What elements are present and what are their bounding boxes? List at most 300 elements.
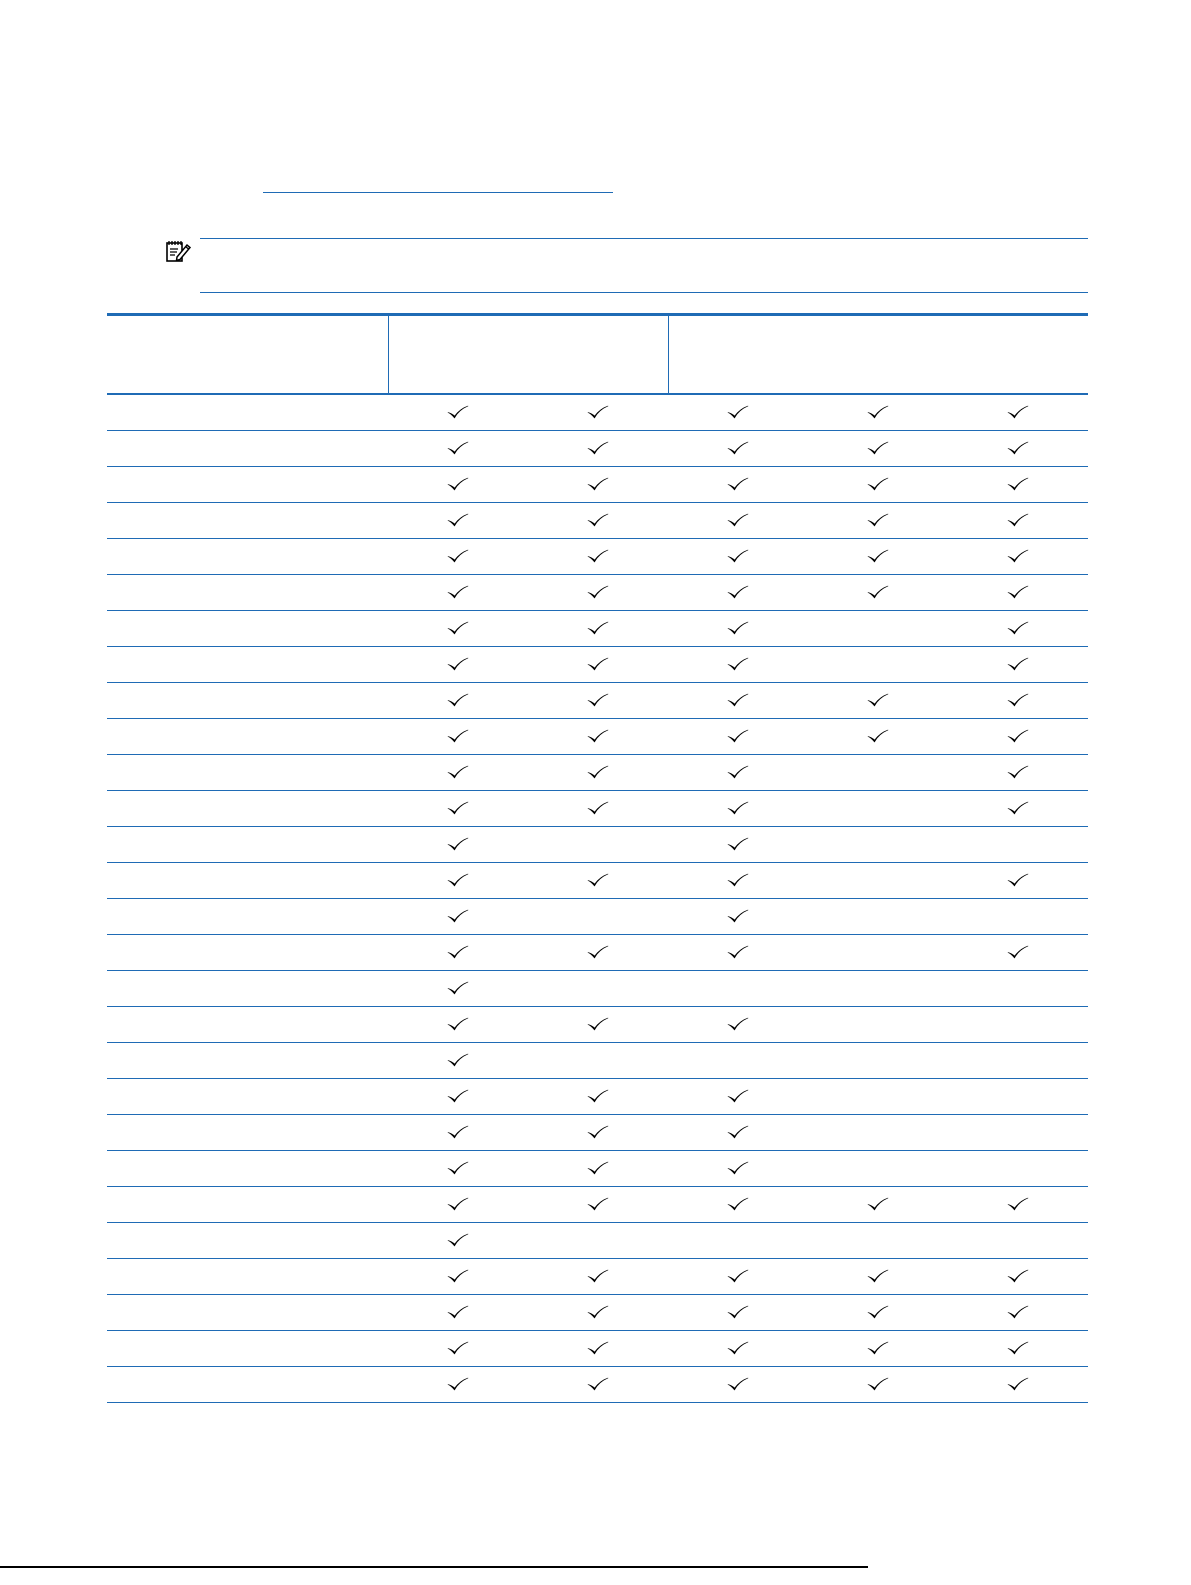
- support-cell: [388, 394, 528, 431]
- support-cell: [528, 575, 668, 611]
- checkmark-icon: [447, 1305, 469, 1319]
- checkmark-icon: [727, 477, 749, 491]
- checkmark-icon: [447, 1125, 469, 1139]
- checkmark-icon: [727, 1269, 749, 1283]
- checkmark-icon: [447, 441, 469, 455]
- row-label-cell: [107, 539, 388, 575]
- checkmark-icon: [727, 585, 749, 599]
- checkmark-icon: [1007, 657, 1029, 671]
- checkmark-icon: [447, 837, 469, 851]
- support-cell: [388, 1187, 528, 1223]
- support-cell: [388, 1043, 528, 1079]
- support-cell: [668, 1079, 808, 1115]
- support-cell: [668, 1331, 808, 1367]
- support-cell: [668, 503, 808, 539]
- table-row: [107, 863, 1088, 899]
- checkmark-icon: [1007, 1305, 1029, 1319]
- header-cell: [528, 315, 668, 395]
- table-row: [107, 1259, 1088, 1295]
- checkmark-icon: [447, 801, 469, 815]
- support-cell: [948, 791, 1088, 827]
- table-row: [107, 719, 1088, 755]
- checkmark-icon: [447, 405, 469, 419]
- checkmark-icon: [587, 441, 609, 455]
- support-cell: [668, 971, 808, 1007]
- row-label-cell: [107, 1331, 388, 1367]
- support-cell: [668, 431, 808, 467]
- support-cell: [808, 1079, 948, 1115]
- support-cell: [808, 611, 948, 647]
- support-cell: [388, 791, 528, 827]
- note-icon: [165, 238, 191, 264]
- checkmark-icon: [727, 405, 749, 419]
- support-cell: [388, 1223, 528, 1259]
- row-label-cell: [107, 1079, 388, 1115]
- checkmark-icon: [447, 1341, 469, 1355]
- checkmark-icon: [587, 1305, 609, 1319]
- checkmark-icon: [867, 1341, 889, 1355]
- support-cell: [948, 1115, 1088, 1151]
- support-cell: [388, 431, 528, 467]
- support-cell: [668, 1295, 808, 1331]
- support-cell: [388, 611, 528, 647]
- checkmark-icon: [867, 1269, 889, 1283]
- checkmark-icon: [727, 729, 749, 743]
- support-cell: [528, 863, 668, 899]
- support-cell: [388, 1367, 528, 1403]
- support-cell: [948, 755, 1088, 791]
- checkmark-icon: [727, 513, 749, 527]
- checkmark-icon: [587, 621, 609, 635]
- checkmark-icon: [867, 441, 889, 455]
- checkmark-icon: [587, 729, 609, 743]
- support-cell: [388, 827, 528, 863]
- checkmark-icon: [587, 1125, 609, 1139]
- support-cell: [948, 1331, 1088, 1367]
- support-cell: [668, 1115, 808, 1151]
- row-label-cell: [107, 1259, 388, 1295]
- checkmark-icon: [447, 693, 469, 707]
- table-row: [107, 899, 1088, 935]
- checkmark-icon: [587, 801, 609, 815]
- checkmark-icon: [867, 1377, 889, 1391]
- support-cell: [528, 503, 668, 539]
- checkmark-icon: [1007, 801, 1029, 815]
- table-row: [107, 827, 1088, 863]
- support-cell: [388, 539, 528, 575]
- row-label-cell: [107, 935, 388, 971]
- support-cell: [668, 467, 808, 503]
- support-cell: [388, 899, 528, 935]
- footer-rule: [0, 1566, 868, 1568]
- support-cell: [808, 827, 948, 863]
- checkmark-icon: [447, 1017, 469, 1031]
- table-row: [107, 467, 1088, 503]
- support-cell: [528, 539, 668, 575]
- support-cell: [528, 899, 668, 935]
- support-cell: [668, 647, 808, 683]
- checkmark-icon: [1007, 585, 1029, 599]
- support-cell: [528, 755, 668, 791]
- support-cell: [388, 1115, 528, 1151]
- support-cell: [808, 647, 948, 683]
- support-cell: [388, 467, 528, 503]
- support-cell: [388, 575, 528, 611]
- support-cell: [808, 863, 948, 899]
- support-cell: [808, 1223, 948, 1259]
- support-cell: [808, 971, 948, 1007]
- support-cell: [948, 1367, 1088, 1403]
- checkmark-icon: [727, 1377, 749, 1391]
- checkmark-icon: [587, 1377, 609, 1391]
- checkmark-icon: [727, 1161, 749, 1175]
- support-cell: [528, 827, 668, 863]
- checkmark-icon: [727, 909, 749, 923]
- support-cell: [948, 1079, 1088, 1115]
- checkmark-icon: [727, 1089, 749, 1103]
- support-cell: [808, 755, 948, 791]
- support-cell: [948, 863, 1088, 899]
- checkmark-icon: [447, 1377, 469, 1391]
- header-cell: [808, 315, 948, 395]
- row-label-cell: [107, 1367, 388, 1403]
- support-cell: [528, 647, 668, 683]
- support-cell: [808, 1295, 948, 1331]
- table-row: [107, 647, 1088, 683]
- support-cell: [528, 791, 668, 827]
- checkmark-icon: [867, 585, 889, 599]
- support-cell: [668, 899, 808, 935]
- support-cell: [528, 394, 668, 431]
- support-cell: [948, 431, 1088, 467]
- support-matrix-table: [107, 313, 1088, 1403]
- support-cell: [388, 1295, 528, 1331]
- support-cell: [948, 575, 1088, 611]
- table-header-row: [107, 315, 1088, 395]
- table-row: [107, 1007, 1088, 1043]
- row-label-cell: [107, 1115, 388, 1151]
- support-cell: [808, 1259, 948, 1295]
- checkmark-icon: [727, 1305, 749, 1319]
- row-label-cell: [107, 719, 388, 755]
- support-cell: [808, 683, 948, 719]
- support-cell: [808, 1007, 948, 1043]
- checkmark-icon: [727, 873, 749, 887]
- checkmark-icon: [447, 621, 469, 635]
- support-cell: [808, 503, 948, 539]
- support-cell: [948, 1187, 1088, 1223]
- checkmark-icon: [727, 1125, 749, 1139]
- checkmark-icon: [1007, 873, 1029, 887]
- note-top-rule: [200, 238, 1088, 239]
- row-label-cell: [107, 1043, 388, 1079]
- checkmark-icon: [727, 801, 749, 815]
- checkmark-icon: [587, 765, 609, 779]
- checkmark-icon: [1007, 513, 1029, 527]
- support-cell: [808, 1043, 948, 1079]
- checkmark-icon: [447, 945, 469, 959]
- checkmark-icon: [447, 657, 469, 671]
- support-cell: [528, 1259, 668, 1295]
- checkmark-icon: [447, 1269, 469, 1283]
- checkmark-icon: [587, 1089, 609, 1103]
- table-row: [107, 611, 1088, 647]
- support-cell: [808, 467, 948, 503]
- support-cell: [528, 1043, 668, 1079]
- row-label-cell: [107, 467, 388, 503]
- row-label-cell: [107, 971, 388, 1007]
- table-row: [107, 503, 1088, 539]
- support-cell: [668, 827, 808, 863]
- checkmark-icon: [867, 513, 889, 527]
- table-row: [107, 431, 1088, 467]
- support-cell: [668, 539, 808, 575]
- checkmark-icon: [1007, 1377, 1029, 1391]
- support-cell: [528, 431, 668, 467]
- checkmark-icon: [587, 549, 609, 563]
- table-row: [107, 971, 1088, 1007]
- checkmark-icon: [587, 945, 609, 959]
- support-cell: [528, 935, 668, 971]
- support-cell: [668, 1367, 808, 1403]
- checkmark-icon: [447, 1089, 469, 1103]
- checkmark-icon: [727, 765, 749, 779]
- support-cell: [808, 719, 948, 755]
- checkmark-icon: [727, 657, 749, 671]
- support-cell: [948, 683, 1088, 719]
- support-cell: [528, 1079, 668, 1115]
- checkmark-icon: [447, 765, 469, 779]
- checkmark-icon: [447, 729, 469, 743]
- row-label-cell: [107, 575, 388, 611]
- support-cell: [808, 431, 948, 467]
- support-cell: [388, 1007, 528, 1043]
- support-cell: [528, 1367, 668, 1403]
- checkmark-icon: [727, 945, 749, 959]
- support-cell: [528, 611, 668, 647]
- checkmark-icon: [727, 837, 749, 851]
- support-cell: [668, 1223, 808, 1259]
- support-cell: [668, 1259, 808, 1295]
- support-cell: [948, 394, 1088, 431]
- support-cell: [668, 755, 808, 791]
- support-cell: [948, 1223, 1088, 1259]
- checkmark-icon: [727, 549, 749, 563]
- checkmark-icon: [727, 693, 749, 707]
- support-cell: [948, 611, 1088, 647]
- checkmark-icon: [1007, 945, 1029, 959]
- checkmark-icon: [587, 1341, 609, 1355]
- support-cell: [948, 647, 1088, 683]
- table-row: [107, 1079, 1088, 1115]
- support-cell: [948, 1295, 1088, 1331]
- checkmark-icon: [447, 513, 469, 527]
- support-cell: [388, 935, 528, 971]
- support-cell: [948, 899, 1088, 935]
- checkmark-icon: [587, 405, 609, 419]
- row-label-cell: [107, 611, 388, 647]
- checkmark-icon: [447, 585, 469, 599]
- row-label-cell: [107, 755, 388, 791]
- support-cell: [668, 719, 808, 755]
- checkmark-icon: [1007, 1341, 1029, 1355]
- row-label-cell: [107, 899, 388, 935]
- row-label-cell: [107, 647, 388, 683]
- row-label-cell: [107, 394, 388, 431]
- checkmark-icon: [867, 549, 889, 563]
- table-row: [107, 1151, 1088, 1187]
- checkmark-icon: [1007, 765, 1029, 779]
- support-cell: [808, 539, 948, 575]
- checkmark-icon: [867, 477, 889, 491]
- checkmark-icon: [587, 657, 609, 671]
- hyperlink-underline[interactable]: [263, 192, 613, 193]
- support-cell: [528, 1007, 668, 1043]
- support-cell: [948, 719, 1088, 755]
- checkmark-icon: [727, 441, 749, 455]
- table-row: [107, 394, 1088, 431]
- checkmark-icon: [727, 1017, 749, 1031]
- support-cell: [948, 1259, 1088, 1295]
- table-row: [107, 755, 1088, 791]
- support-cell: [668, 683, 808, 719]
- checkmark-icon: [587, 477, 609, 491]
- support-cell: [948, 971, 1088, 1007]
- support-cell: [388, 1079, 528, 1115]
- row-label-cell: [107, 431, 388, 467]
- checkmark-icon: [1007, 693, 1029, 707]
- table-row: [107, 1367, 1088, 1403]
- support-cell: [668, 1043, 808, 1079]
- table-row: [107, 1295, 1088, 1331]
- header-cell-label: [107, 315, 388, 395]
- checkmark-icon: [867, 1305, 889, 1319]
- checkmark-icon: [447, 1197, 469, 1211]
- checkmark-icon: [587, 1161, 609, 1175]
- support-cell: [528, 683, 668, 719]
- checkmark-icon: [447, 1161, 469, 1175]
- support-cell: [388, 503, 528, 539]
- checkmark-icon: [587, 1017, 609, 1031]
- support-cell: [808, 575, 948, 611]
- checkmark-icon: [1007, 621, 1029, 635]
- support-cell: [528, 1331, 668, 1367]
- support-cell: [948, 1043, 1088, 1079]
- support-cell: [668, 863, 808, 899]
- header-cell: [948, 315, 1088, 395]
- row-label-cell: [107, 503, 388, 539]
- support-cell: [528, 971, 668, 1007]
- checkmark-icon: [587, 693, 609, 707]
- support-cell: [808, 1331, 948, 1367]
- header-cell-group-2: [668, 315, 808, 395]
- support-cell: [528, 467, 668, 503]
- support-cell: [388, 1151, 528, 1187]
- checkmark-icon: [1007, 1197, 1029, 1211]
- checkmark-icon: [447, 909, 469, 923]
- row-label-cell: [107, 827, 388, 863]
- support-cell: [388, 971, 528, 1007]
- checkmark-icon: [867, 693, 889, 707]
- support-cell: [528, 719, 668, 755]
- table-row: [107, 539, 1088, 575]
- support-cell: [808, 394, 948, 431]
- table-row: [107, 1115, 1088, 1151]
- row-label-cell: [107, 1151, 388, 1187]
- support-cell: [388, 647, 528, 683]
- checkmark-icon: [447, 477, 469, 491]
- checkmark-icon: [587, 585, 609, 599]
- row-label-cell: [107, 863, 388, 899]
- support-cell: [388, 1259, 528, 1295]
- support-cell: [668, 575, 808, 611]
- checkmark-icon: [727, 1197, 749, 1211]
- checkmark-icon: [727, 1341, 749, 1355]
- support-cell: [948, 1007, 1088, 1043]
- support-cell: [668, 935, 808, 971]
- support-cell: [528, 1115, 668, 1151]
- checkmark-icon: [587, 513, 609, 527]
- table-row: [107, 1187, 1088, 1223]
- checkmark-icon: [447, 1053, 469, 1067]
- support-cell: [948, 539, 1088, 575]
- support-cell: [668, 1151, 808, 1187]
- row-label-cell: [107, 683, 388, 719]
- support-cell: [528, 1223, 668, 1259]
- note-bottom-rule: [200, 292, 1088, 293]
- row-label-cell: [107, 1223, 388, 1259]
- header-cell-group-1: [388, 315, 528, 395]
- support-cell: [948, 503, 1088, 539]
- support-cell: [948, 1151, 1088, 1187]
- support-cell: [948, 935, 1088, 971]
- support-cell: [388, 1331, 528, 1367]
- checkmark-icon: [587, 873, 609, 887]
- row-label-cell: [107, 1187, 388, 1223]
- support-cell: [948, 827, 1088, 863]
- support-cell: [668, 394, 808, 431]
- table-row: [107, 683, 1088, 719]
- checkmark-icon: [1007, 477, 1029, 491]
- checkmark-icon: [447, 1233, 469, 1247]
- support-cell: [808, 1115, 948, 1151]
- checkmark-icon: [867, 405, 889, 419]
- support-cell: [808, 1367, 948, 1403]
- checkmark-icon: [447, 981, 469, 995]
- checkmark-icon: [587, 1269, 609, 1283]
- row-label-cell: [107, 1295, 388, 1331]
- checkmark-icon: [867, 1197, 889, 1211]
- support-cell: [528, 1187, 668, 1223]
- checkmark-icon: [447, 549, 469, 563]
- checkmark-icon: [447, 873, 469, 887]
- table-row: [107, 1331, 1088, 1367]
- checkmark-icon: [1007, 729, 1029, 743]
- checkmark-icon: [1007, 1269, 1029, 1283]
- support-cell: [808, 1187, 948, 1223]
- checkmark-icon: [1007, 549, 1029, 563]
- table-row: [107, 935, 1088, 971]
- support-cell: [528, 1295, 668, 1331]
- support-cell: [668, 1007, 808, 1043]
- checkmark-icon: [727, 621, 749, 635]
- support-cell: [388, 755, 528, 791]
- row-label-cell: [107, 791, 388, 827]
- table-row: [107, 1043, 1088, 1079]
- checkmark-icon: [587, 1197, 609, 1211]
- table-row: [107, 1223, 1088, 1259]
- checkmark-icon: [1007, 441, 1029, 455]
